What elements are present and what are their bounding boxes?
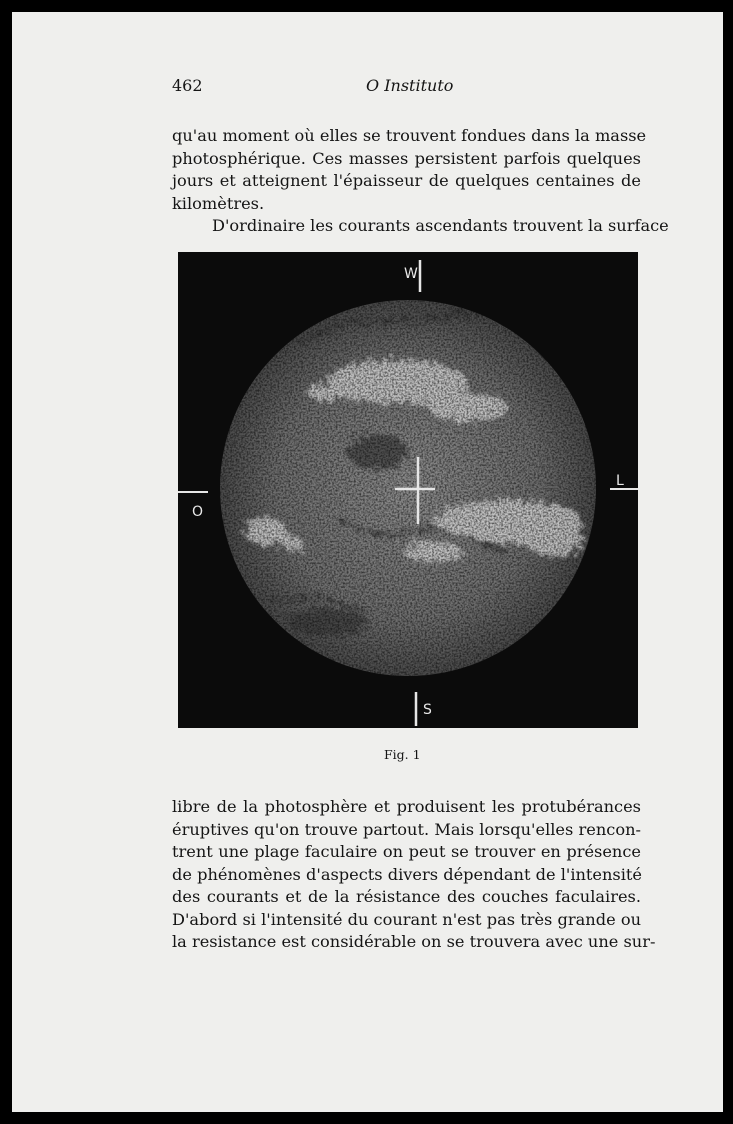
label-left: O bbox=[192, 504, 204, 520]
sun-photograph bbox=[178, 252, 638, 728]
figure-caption: Fig. 1 bbox=[384, 747, 421, 762]
text-line: la resistance est considérable on se trouvera avec une sur- bbox=[172, 932, 656, 951]
page-number: 462 bbox=[172, 76, 203, 95]
label-top: W bbox=[404, 266, 418, 282]
text-line: des courants et de la résistance des couches faculaires. bbox=[172, 887, 641, 906]
text-line: libre de la photosphère et produisent les protubérances bbox=[172, 797, 641, 816]
label-bottom: S bbox=[423, 702, 432, 718]
text-line: éruptives qu'on trouve partout. Mais lorsqu'elles rencon- bbox=[172, 819, 641, 839]
text-line: kilomètres. bbox=[172, 193, 265, 213]
scanned-page bbox=[12, 12, 723, 1112]
paragraph-bottom bbox=[172, 796, 656, 954]
paragraph-top bbox=[172, 125, 669, 238]
running-header-title: O Instituto bbox=[366, 76, 454, 95]
text-line: de phénomènes d'aspects divers dépendant de l'intensité bbox=[172, 864, 642, 884]
text-line: photosphérique. Ces masses persistent parfois quelques bbox=[172, 148, 641, 168]
solar-disk-image bbox=[178, 252, 638, 728]
label-right: L bbox=[616, 473, 624, 489]
text-line: D'abord si l'intensité du courant n'est pas très grande ou bbox=[172, 909, 641, 929]
text-line: qu'au moment où elles se trouvent fondues dans la masse bbox=[172, 126, 647, 145]
text-line: jours et atteignent l'épaisseur de quelques centaines de bbox=[172, 171, 641, 190]
text-line: trent une plage faculaire on peut se trouver en présence bbox=[172, 842, 641, 861]
text-line: D'ordinaire les courants ascendants trouvent la surface bbox=[212, 216, 669, 235]
